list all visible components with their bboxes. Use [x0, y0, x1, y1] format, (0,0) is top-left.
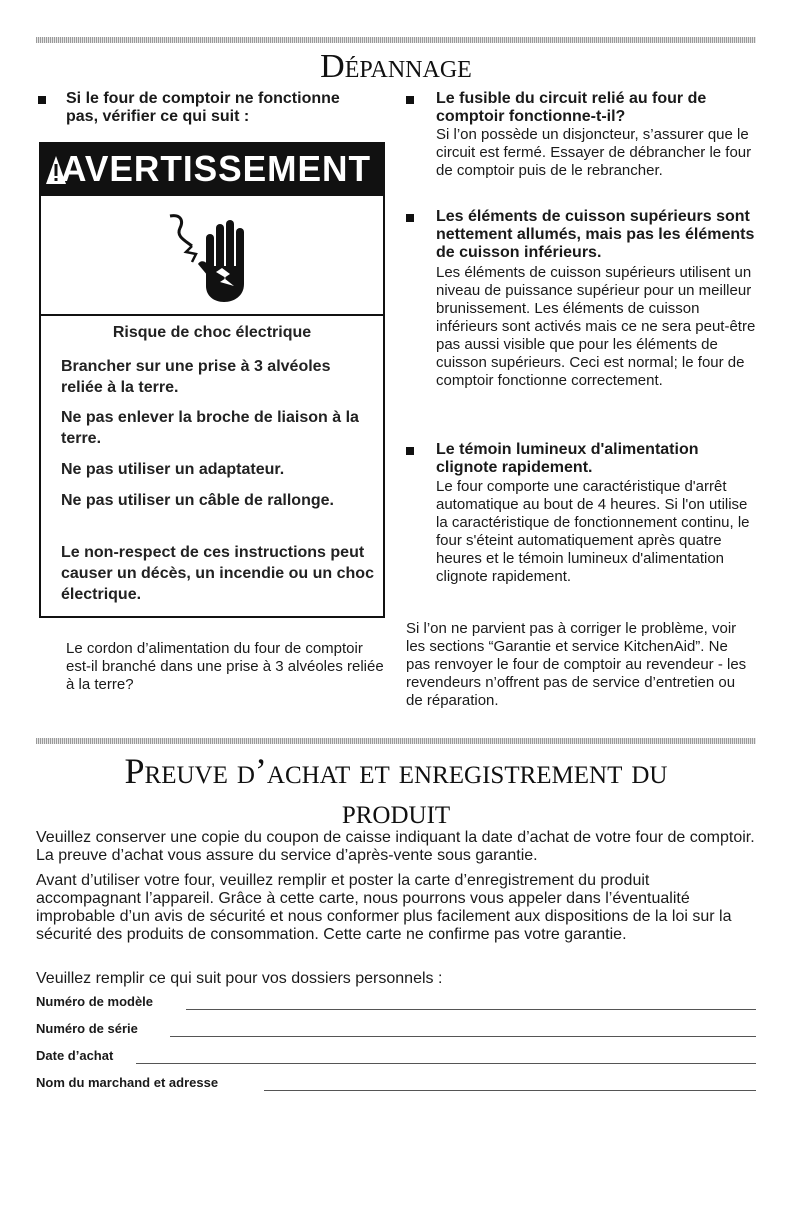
paragraph-1: Veuillez conserver une copie du coupon de caisse indiquant la date d’achat de votre four de comptoir. La preuve d’achat vous assure du service d’après-vente sous garantie.: [36, 829, 755, 864]
warning-title: AVERTISSEMENT: [61, 148, 372, 189]
field-serial-number[interactable]: [36, 1021, 756, 1039]
paragraph-3: Veuillez remplir ce qui suit pour vos dossiers personnels :: [36, 970, 443, 987]
field-label: Numéro de modèle: [36, 994, 154, 1009]
section-title-preuve-line2: produit: [341, 791, 451, 831]
field-line[interactable]: [136, 1063, 756, 1064]
item-heading: Le fusible du circuit relié au four de comptoir fonctionne-t-il?: [436, 90, 707, 125]
item-body: Si l’on possède un disjoncteur, s’assurer que le circuit est fermé. Essayer de débrancher le four de comptoir puis de le rebrancher.: [436, 126, 752, 179]
field-line[interactable]: [186, 1009, 756, 1010]
field-dealer-name-address[interactable]: [36, 1075, 756, 1093]
field-purchase-date[interactable]: [36, 1048, 756, 1066]
closing-paragraph: Si l’on ne parvient pas à corriger le problème, voir les sections “Garantie et service KitchenAid”. Ne pas renvoyer le four de comptoir au revendeur - les revendeurs n’offrent pas de service d’entretien ou de réparation.: [406, 620, 747, 709]
item-heading: Les éléments de cuisson supérieurs sont nettement allumés, mais pas les éléments de cuisson inférieurs.: [436, 208, 755, 261]
cord-question: Le cordon d’alimentation du four de comptoir est-il branché dans une prise à 3 alvéoles reliée à la terre?: [66, 640, 384, 693]
item-heading: Le témoin lumineux d'alimentation clignote rapidement.: [436, 441, 699, 476]
field-line[interactable]: [170, 1036, 756, 1037]
field-label: Numéro de série: [36, 1021, 138, 1036]
warning-risk: Risque de choc électrique: [112, 324, 312, 341]
item-body: Les éléments de cuisson supérieurs utilisent un niveau de puissance supérieur pour un meilleur brunissement. Les éléments de cuisson inférieurs sont activés mais ce ne sera peut-être pas aussi visible que pour les éléments de cuisson supérieurs. Ceci est normal; le four de comptoir fonctionne correctement.: [436, 264, 756, 389]
paragraph-2: Avant d’utiliser votre four, veuillez remplir et poster la carte d’enregistrement du produit accompagnant l’appareil. Grâce à cette carte, nous pourrons vous appeler dans l’éventualité improbable d’un avis de sécurité et nous conformer plus facilement aux dispositions de la loi sur la sécurité des produits de consommation. Cette carte ne confirme pas votre garantie.: [36, 872, 732, 943]
field-label: Nom du marchand et adresse: [36, 1075, 219, 1090]
item-body: Le four comporte une caractéristique d'arrêt automatique au bout de 4 heures. Si l'on utilise la caractéristique de fonctionnement continu, le four s'éteint automatiquement après quatre heures et le témoin lumineux d'alimentation clignote rapidement.: [436, 478, 750, 585]
bullet-square: [38, 96, 46, 104]
bullet-square: [406, 447, 414, 455]
bullet-square: [406, 214, 414, 222]
bullet-square: [406, 96, 414, 104]
warning-header: [41, 144, 383, 196]
intro-bullet: Si le four de comptoir ne fonctionne pas, vérifier ce qui suit :: [66, 90, 340, 125]
warning-line: Brancher sur une prise à 3 alvéoles reliée à la terre.: [61, 358, 331, 396]
warning-line: Ne pas utiliser un adaptateur.: [61, 461, 285, 478]
warning-line: Ne pas utiliser un câble de rallonge.: [61, 492, 334, 509]
warning-box: [39, 142, 385, 618]
warning-divider: [41, 314, 383, 316]
field-line[interactable]: [264, 1090, 756, 1091]
field-model-number[interactable]: [36, 994, 756, 1012]
middle-rule: [36, 738, 756, 744]
field-label: Date d’achat: [36, 1048, 114, 1063]
electric-shock-hand-icon: [162, 206, 262, 306]
top-rule: [36, 37, 756, 43]
section-title-preuve-line1: Preuve d’achat et enregistrement du: [124, 751, 668, 791]
warning-line: Le non-respect de ces instructions peut causer un décès, un incendie ou un choc électrique.: [61, 544, 374, 603]
section-title-depannage: Dépannage: [320, 48, 472, 85]
warning-line: Ne pas enlever la broche de liaison à la terre.: [61, 409, 359, 447]
